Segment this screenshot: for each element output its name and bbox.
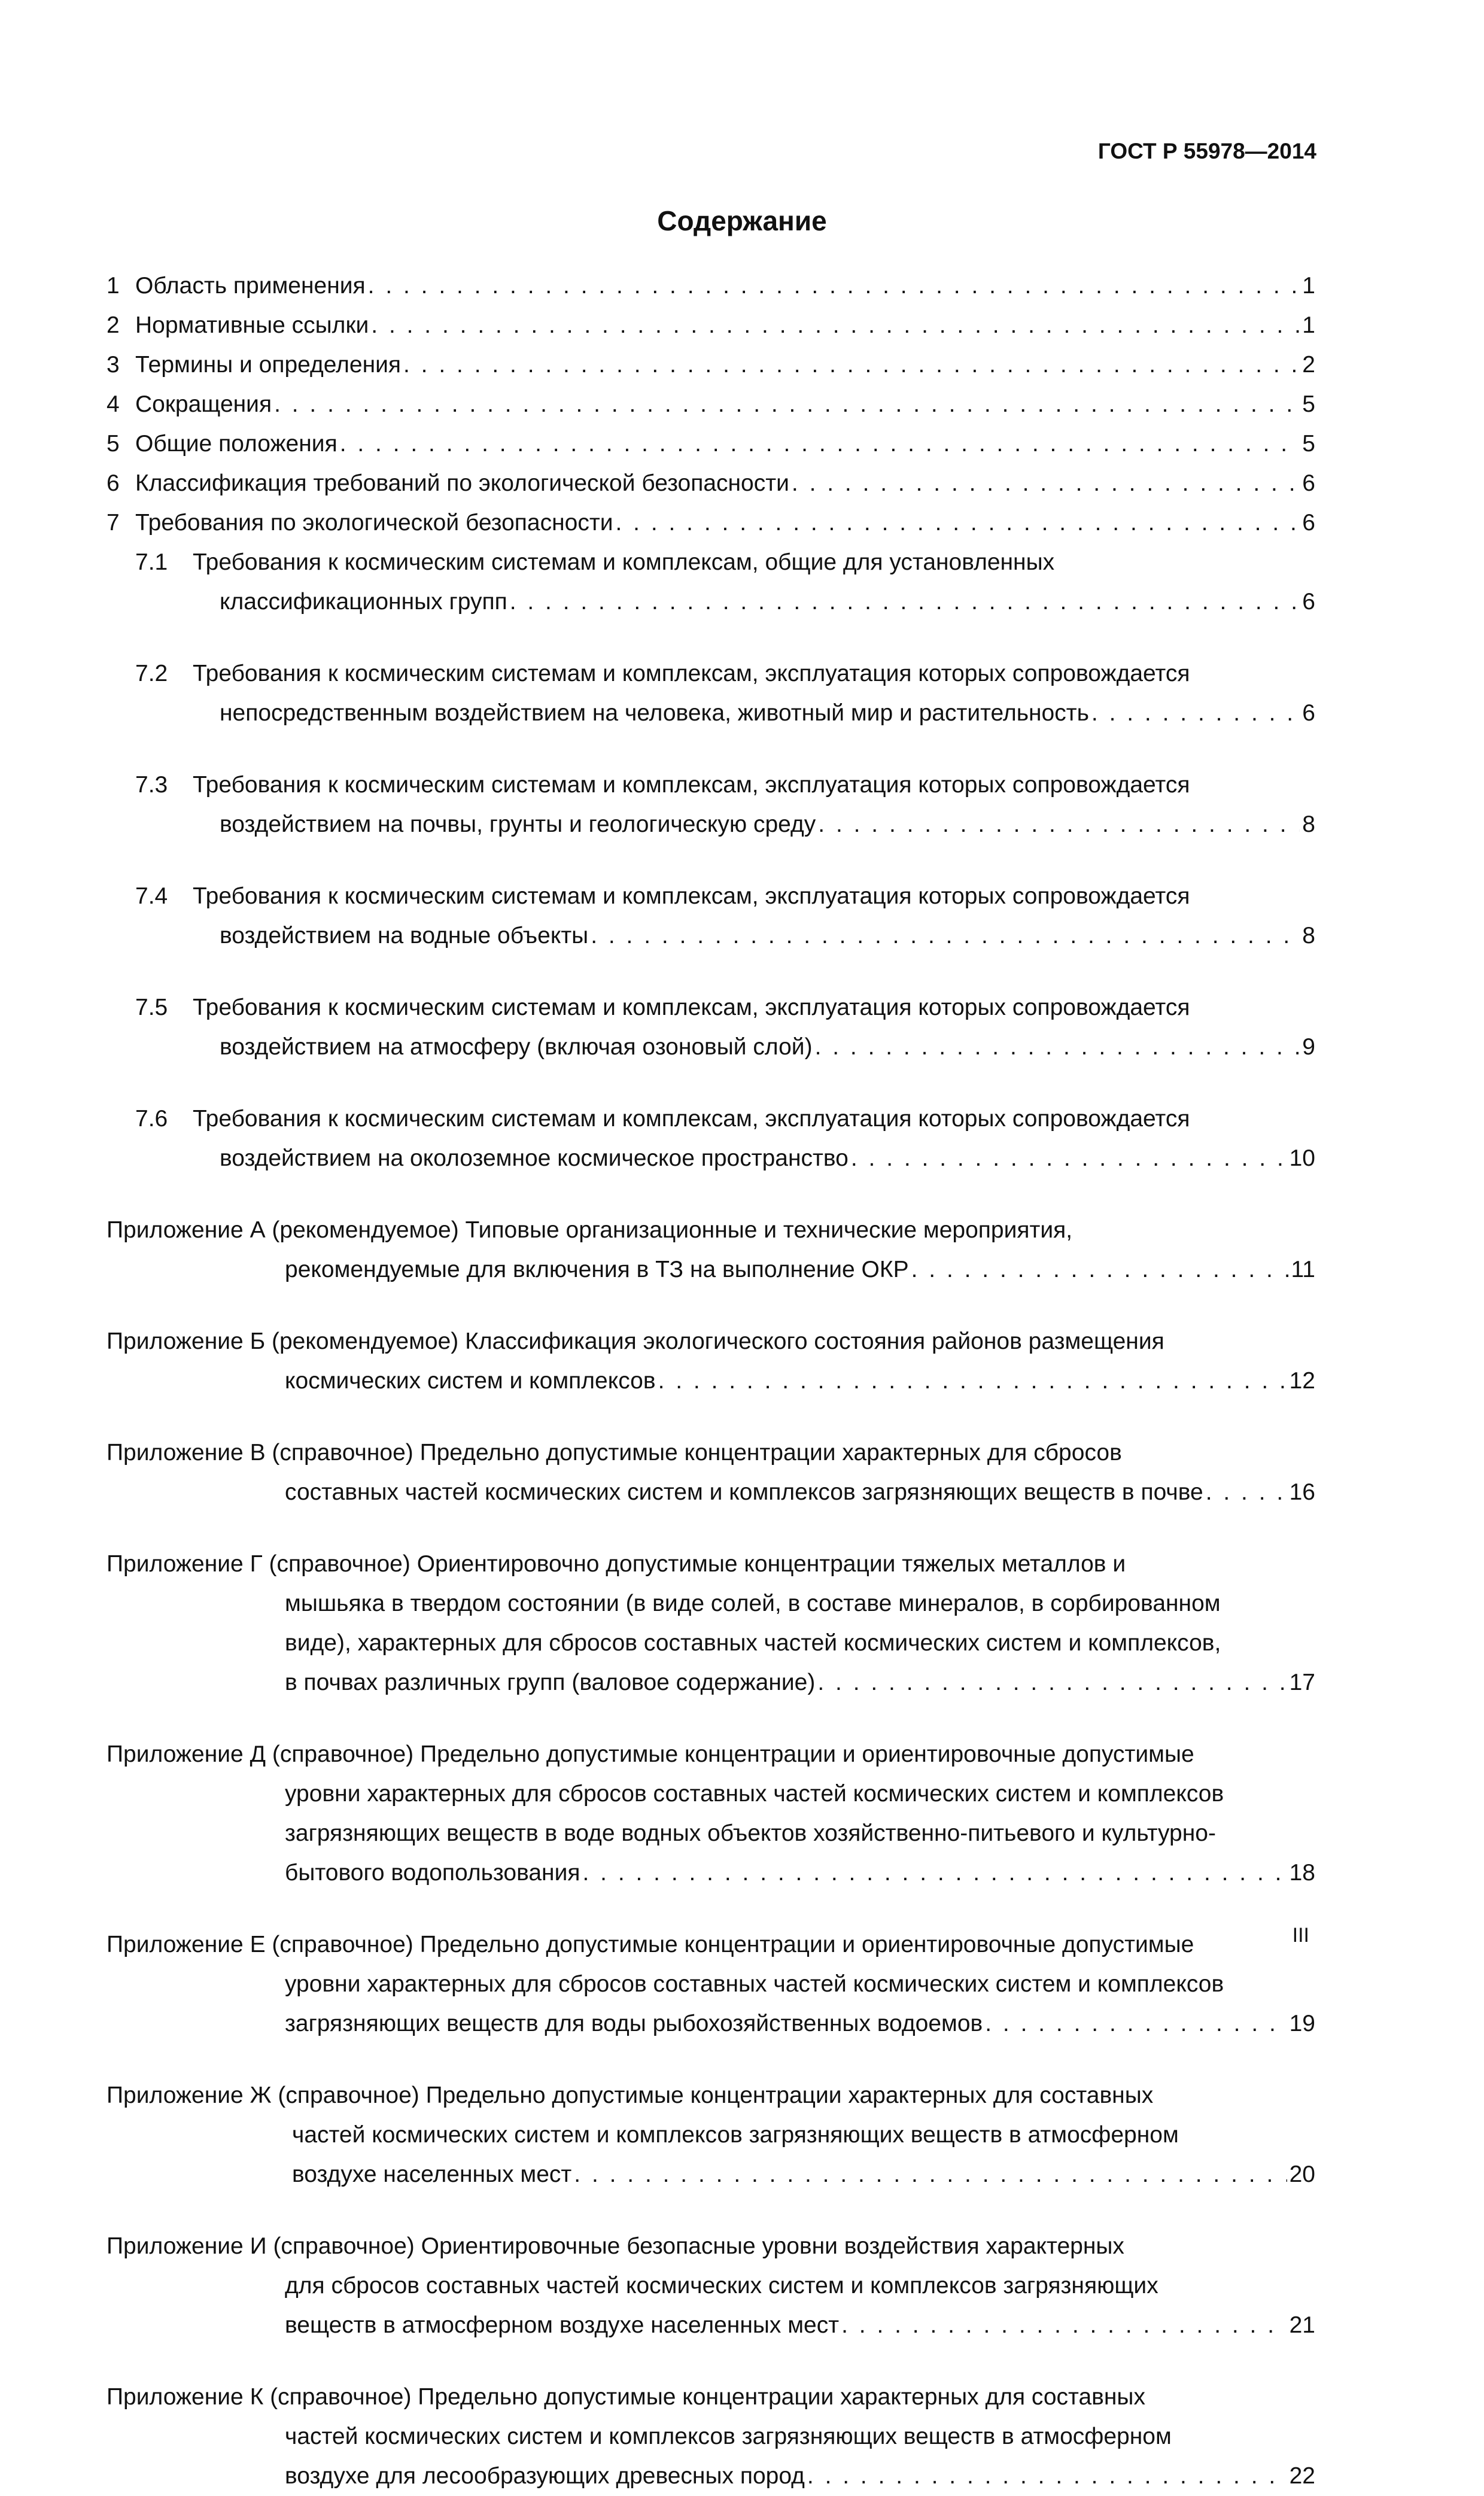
toc-entry-title-cont: воздействием на водные объекты bbox=[220, 923, 589, 948]
toc-annex-a[interactable] bbox=[107, 1211, 1315, 1290]
toc-entry-1[interactable] bbox=[107, 266, 1315, 306]
toc-subentry-7-6[interactable] bbox=[107, 1099, 1315, 1178]
toc-entry-title: Общие положения bbox=[135, 431, 337, 457]
leader-dots bbox=[574, 2155, 1287, 2194]
toc-subentry-7-3[interactable] bbox=[107, 765, 1315, 844]
toc-annex-title-cont: загрязняющих веществ в воде водных объектов хозяйственно-питьевого и культурно- bbox=[285, 1820, 1216, 1846]
toc-annex-title-cont: загрязняющих веществ для воды рыбохозяйственных водоемов bbox=[285, 2011, 983, 2036]
toc-entry-title-cont: воздействием на почвы, грунты и геологическую среду bbox=[220, 811, 816, 837]
leader-dots bbox=[792, 464, 1300, 503]
leader-dots bbox=[841, 2306, 1287, 2345]
toc-page-number: 5 bbox=[1302, 431, 1315, 457]
toc-page-number: 10 bbox=[1289, 1145, 1315, 1171]
toc-entry-title: Требования к космическим системам и комплексам, общие для установленных bbox=[193, 549, 1055, 575]
page-number: III bbox=[1292, 1924, 1309, 1947]
toc-page-number: 17 bbox=[1289, 1670, 1315, 1695]
toc-page-number: 21 bbox=[1289, 2312, 1315, 2338]
toc-annex-title-cont: рекомендуемые для включения в ТЗ на выполнение ОКР bbox=[285, 1257, 909, 1282]
toc-page-number: 20 bbox=[1289, 2161, 1315, 2187]
toc-subentry-7-4[interactable] bbox=[107, 877, 1315, 956]
toc-page-number: 5 bbox=[1302, 391, 1315, 417]
toc-annex-title-cont: веществ в атмосферном воздухе населенных мест bbox=[285, 2312, 840, 2338]
toc-annex-heading: Приложение К (справочное) Предельно допустимые концентрации характерных для составных bbox=[107, 2384, 1145, 2410]
toc-entry-number: 3 bbox=[107, 352, 120, 378]
toc-annex-title-cont: частей космических систем и комплексов загрязняющих веществ в атмосферном bbox=[285, 2424, 1172, 2449]
toc-entry-title: Классификация требований по экологической безопасности bbox=[135, 470, 789, 496]
toc-entry-title: Сокращения bbox=[135, 391, 272, 417]
leader-dots bbox=[510, 582, 1300, 622]
toc-page-number: 8 bbox=[1302, 811, 1315, 837]
toc-page-number: 9 bbox=[1302, 1034, 1315, 1060]
toc-annex-title-cont: мышьяка в твердом состоянии (в виде солей, в составе минералов, в сорбированном bbox=[285, 1591, 1221, 1616]
toc-annex-heading: Приложение Е (справочное) Предельно допустимые концентрации и ориентировочные допустимые bbox=[107, 1932, 1194, 1957]
toc-page-number: 6 bbox=[1302, 700, 1315, 726]
leader-dots bbox=[911, 1250, 1289, 1290]
toc-annex-title-cont: виде), характерных для сбросов составных частей космических систем и комплексов, bbox=[285, 1630, 1221, 1656]
toc-entry-4[interactable] bbox=[107, 385, 1315, 424]
toc-entry-title-cont: воздействием на околоземное космическое пространство bbox=[220, 1145, 849, 1171]
toc-subentry-7-1[interactable] bbox=[107, 543, 1315, 622]
toc-annex-title-cont: частей космических систем и комплексов загрязняющих веществ в атмосферном bbox=[292, 2122, 1179, 2148]
toc-entry-title: Требования к космическим системам и комплексам, эксплуатация которых сопровождается bbox=[193, 883, 1190, 909]
toc-entry-number: 1 bbox=[107, 273, 120, 299]
toc-annex-title-cont: воздухе для лесообразующих древесных пород bbox=[285, 2463, 805, 2489]
toc-page-number: 16 bbox=[1289, 1479, 1315, 1505]
toc-entry-number: 5 bbox=[107, 431, 120, 457]
toc-entry-title-cont: классификационных групп bbox=[220, 589, 507, 615]
toc-annex-v[interactable] bbox=[107, 1433, 1315, 1512]
toc-page-number: 12 bbox=[1289, 1368, 1315, 1394]
leader-dots bbox=[658, 1361, 1287, 1401]
toc-entry-title-cont: воздействием на атмосферу (включая озоновый слой) bbox=[220, 1034, 813, 1060]
toc-page-number: 6 bbox=[1302, 589, 1315, 615]
leader-dots bbox=[1091, 694, 1300, 733]
toc-page-number: 19 bbox=[1289, 2011, 1315, 2036]
toc-annex-title-cont: воздухе населенных мест bbox=[292, 2161, 572, 2187]
table-of-contents bbox=[107, 266, 1315, 2496]
toc-entry-2[interactable] bbox=[107, 306, 1315, 345]
toc-annex-heading: Приложение А (рекомендуемое) Типовые организационные и технические мероприятия, bbox=[107, 1217, 1073, 1243]
toc-page-number: 6 bbox=[1302, 510, 1315, 536]
leader-dots bbox=[1206, 1473, 1287, 1512]
toc-entry-title: Требования по экологической безопасности bbox=[135, 510, 613, 536]
toc-annex-g[interactable] bbox=[107, 1545, 1315, 1702]
toc-annex-title-cont: бытового водопользования bbox=[285, 1860, 580, 1886]
toc-entry-title: Нормативные ссылки bbox=[135, 312, 369, 338]
leader-dots bbox=[851, 1139, 1287, 1178]
toc-entry-title: Область применения bbox=[135, 273, 366, 299]
toc-annex-title-cont: для сбросов составных частей космических систем и комплексов загрязняющих bbox=[285, 2273, 1158, 2299]
toc-entry-title: Требования к космическим системам и комплексам, эксплуатация которых сопровождается bbox=[193, 661, 1190, 686]
toc-annex-d[interactable] bbox=[107, 1735, 1315, 1893]
toc-entry-6[interactable] bbox=[107, 464, 1315, 503]
page-title: Содержание bbox=[657, 205, 827, 236]
toc-entry-number: 2 bbox=[107, 312, 120, 338]
toc-entry-title-cont: непосредственным воздействием на человека, животный мир и растительность bbox=[220, 700, 1089, 726]
leader-dots bbox=[591, 916, 1300, 956]
toc-page-number: 2 bbox=[1302, 352, 1315, 378]
toc-annex-heading: Приложение Д (справочное) Предельно допустимые концентрации и ориентировочные допустимые bbox=[107, 1741, 1194, 1767]
toc-annex-title-cont: уровни характерных для сбросов составных частей космических систем и комплексов bbox=[285, 1781, 1224, 1807]
leader-dots bbox=[274, 385, 1300, 424]
leader-dots bbox=[340, 424, 1300, 464]
toc-entry-number: 6 bbox=[107, 470, 120, 496]
toc-page-number: 18 bbox=[1289, 1860, 1315, 1886]
toc-page-number: 6 bbox=[1302, 470, 1315, 496]
toc-annex-heading: Приложение В (справочное) Предельно допустимые концентрации характерных для сбросов bbox=[107, 1440, 1122, 1466]
leader-dots bbox=[818, 805, 1300, 844]
toc-entry-number: 7 bbox=[107, 510, 120, 536]
toc-entry-number: 7.3 bbox=[135, 772, 168, 798]
toc-page-number: 1 bbox=[1302, 312, 1315, 338]
toc-entry-number: 7.6 bbox=[135, 1106, 168, 1132]
toc-page-number: 8 bbox=[1302, 923, 1315, 948]
toc-annex-b[interactable] bbox=[107, 1322, 1315, 1401]
leader-dots bbox=[985, 2004, 1287, 2044]
toc-annex-e[interactable] bbox=[107, 1925, 1315, 2044]
leader-dots bbox=[815, 1027, 1300, 1067]
toc-annex-title-cont: в почвах различных групп (валовое содержание) bbox=[285, 1670, 816, 1695]
toc-entry-title: Требования к космическим системам и комплексам, эксплуатация которых сопровождается bbox=[193, 1106, 1190, 1132]
leader-dots bbox=[582, 1853, 1287, 1893]
toc-entry-number: 4 bbox=[107, 391, 120, 417]
toc-entry-3[interactable] bbox=[107, 345, 1315, 385]
toc-entry-title: Требования к космическим системам и комплексам, эксплуатация которых сопровождается bbox=[193, 995, 1190, 1020]
toc-entry-number: 7.1 bbox=[135, 549, 168, 575]
toc-page-number: 22 bbox=[1289, 2463, 1315, 2489]
standard-code: ГОСТ Р 55978—2014 bbox=[1097, 139, 1316, 163]
toc-annex-heading: Приложение Г (справочное) Ориентировочно допустимые концентрации тяжелых металлов и bbox=[107, 1551, 1126, 1577]
leader-dots bbox=[403, 345, 1300, 385]
toc-page-number: 11 bbox=[1291, 1257, 1315, 1282]
toc-subentry-7-5[interactable] bbox=[107, 988, 1315, 1067]
toc-entry-number: 7.4 bbox=[135, 883, 168, 909]
toc-annex-title-cont: составных частей космических систем и комплексов загрязняющих веществ в почве bbox=[285, 1479, 1203, 1505]
toc-entry-number: 7.2 bbox=[135, 661, 168, 686]
toc-annex-heading: Приложение И (справочное) Ориентировочные безопасные уровни воздействия характерных bbox=[107, 2233, 1124, 2259]
toc-annex-title-cont: космических систем и комплексов bbox=[285, 1368, 656, 1394]
toc-entry-5[interactable] bbox=[107, 424, 1315, 464]
toc-annex-heading: Приложение Б (рекомендуемое) Классификация экологического состояния районов размещения bbox=[107, 1328, 1164, 1354]
toc-page-number: 1 bbox=[1302, 273, 1315, 299]
toc-entry-7[interactable] bbox=[107, 503, 1315, 543]
toc-entry-title: Термины и определения bbox=[135, 352, 402, 378]
toc-annex-zh[interactable] bbox=[107, 2076, 1315, 2194]
leader-dots bbox=[817, 1663, 1287, 1702]
leader-dots bbox=[368, 266, 1300, 306]
leader-dots bbox=[807, 2457, 1287, 2496]
toc-annex-heading: Приложение Ж (справочное) Предельно допустимые концентрации характерных для составных bbox=[107, 2082, 1154, 2108]
toc-annex-title-cont: уровни характерных для сбросов составных частей космических систем и комплексов bbox=[285, 1971, 1224, 1997]
leader-dots bbox=[616, 503, 1300, 543]
toc-entry-title: Требования к космическим системам и комплексам, эксплуатация которых сопровождается bbox=[193, 772, 1190, 798]
leader-dots bbox=[371, 306, 1300, 345]
toc-annex-i[interactable] bbox=[107, 2227, 1315, 2345]
toc-subentry-7-2[interactable] bbox=[107, 654, 1315, 733]
toc-annex-k[interactable] bbox=[107, 2378, 1315, 2496]
toc-entry-number: 7.5 bbox=[135, 995, 168, 1020]
